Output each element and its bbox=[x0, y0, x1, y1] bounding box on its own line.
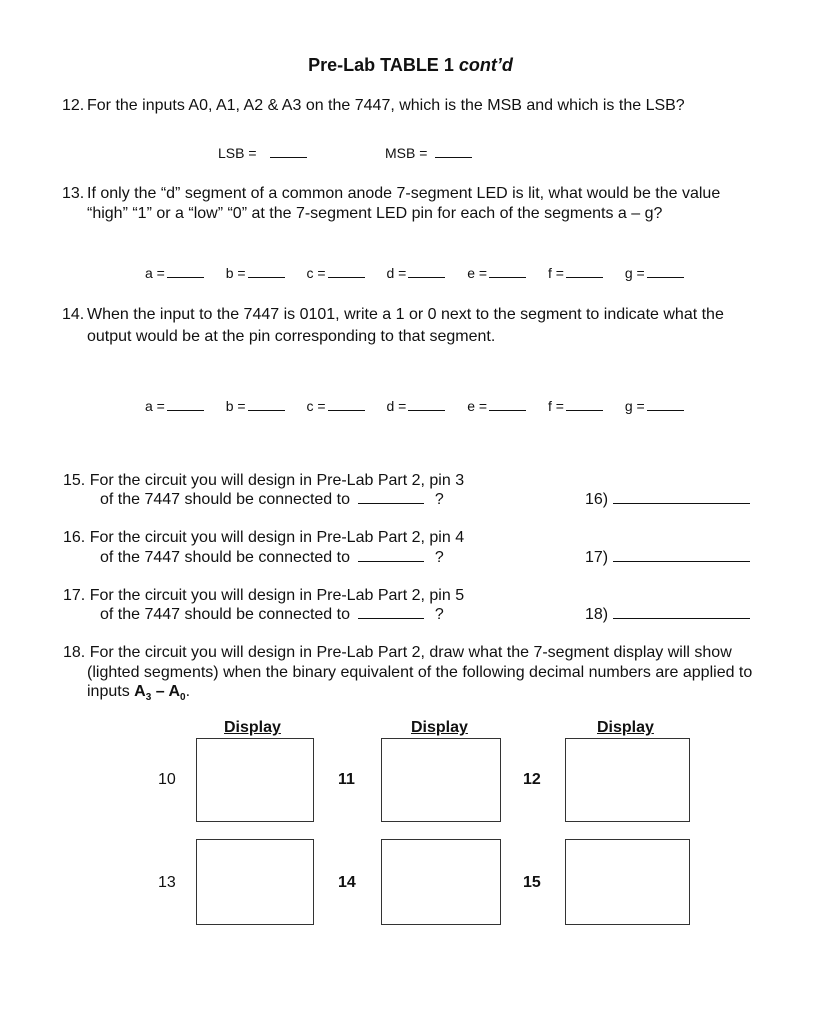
display-box-13[interactable] bbox=[196, 839, 314, 925]
q16-blank[interactable] bbox=[358, 547, 424, 562]
q14-number: 14. bbox=[62, 306, 85, 323]
q17-blank[interactable] bbox=[358, 604, 424, 619]
title-contd: cont’d bbox=[458, 55, 513, 75]
question-13-line2: “high” “1” or a “low” “0” at the 7-segment LED pin for each of the segments a – g? bbox=[87, 205, 663, 222]
question-15-line1: 15. For the circuit you will design in Pre-Lab Part 2, pin 3 bbox=[63, 472, 465, 489]
answer-16-label: 16) bbox=[585, 491, 609, 508]
q14-seg-g: g = bbox=[625, 398, 684, 414]
title-main: Pre-Lab TABLE 1 bbox=[308, 55, 454, 75]
q14-seg-e: e = bbox=[467, 398, 526, 414]
q14-seg-a-blank[interactable] bbox=[167, 396, 204, 411]
question-14-line2: output would be at the pin corresponding to that segment. bbox=[87, 328, 496, 345]
q13-seg-d-blank[interactable] bbox=[408, 263, 445, 278]
q15-blank[interactable] bbox=[358, 489, 424, 504]
display-box-10[interactable] bbox=[196, 738, 314, 822]
display-label-3: Display bbox=[597, 719, 654, 736]
answer-18-blank[interactable] bbox=[613, 604, 750, 619]
display-box-14[interactable] bbox=[381, 839, 501, 925]
display-box-11[interactable] bbox=[381, 738, 501, 822]
msb-label: MSB = bbox=[385, 145, 428, 161]
answer-17 bbox=[585, 547, 750, 567]
number-11: 11 bbox=[338, 771, 355, 788]
answer-16 bbox=[585, 489, 750, 509]
number-15: 15 bbox=[523, 874, 541, 891]
q14-seg-f-blank[interactable] bbox=[566, 396, 603, 411]
number-10: 10 bbox=[158, 771, 176, 788]
q13-seg-b-blank[interactable] bbox=[248, 263, 285, 278]
q13-seg-b: b = bbox=[226, 265, 285, 281]
question-18-line3: inputs $A_3 - A_0$. bbox=[87, 683, 191, 704]
lsb-label: LSB = bbox=[218, 145, 257, 161]
q14-seg-d-blank[interactable] bbox=[408, 396, 445, 411]
question-12-text: For the inputs A0, A1, A2 & A3 on the 7447, which is the MSB and which is the LSB? bbox=[87, 97, 685, 114]
lsb-blank[interactable] bbox=[270, 143, 307, 158]
display-label-1: Display bbox=[224, 719, 281, 736]
page-title bbox=[0, 55, 821, 76]
q13-segments bbox=[145, 263, 684, 281]
question-17-line1: 17. For the circuit you will design in Pre-Lab Part 2, pin 5 bbox=[63, 587, 465, 604]
q14-seg-g-blank[interactable] bbox=[647, 396, 684, 411]
question-13-line1: If only the “d” segment of a common anode 7-segment LED is lit, what would be the value bbox=[87, 185, 721, 202]
question-18-line1: 18. For the circuit you will design in Pre-Lab Part 2, draw what the 7-segment display will show bbox=[63, 644, 732, 661]
question-12 bbox=[62, 95, 84, 117]
lsb-answer bbox=[218, 143, 307, 161]
q14-seg-b: b = bbox=[226, 398, 285, 414]
q13-seg-e: e = bbox=[467, 265, 526, 281]
q13-seg-c-blank[interactable] bbox=[328, 263, 365, 278]
answer-16-blank[interactable] bbox=[613, 489, 750, 504]
question-14-line1: When the input to the 7447 is 0101, write a 1 or 0 next to the segment to indicate what the bbox=[87, 306, 724, 323]
q13-number: 13. bbox=[62, 185, 85, 202]
q14-seg-e-blank[interactable] bbox=[489, 396, 526, 411]
number-13: 13 bbox=[158, 874, 176, 891]
q14-seg-c-blank[interactable] bbox=[328, 396, 365, 411]
q13-seg-a-blank[interactable] bbox=[167, 263, 204, 278]
answer-18-label: 18) bbox=[585, 606, 609, 623]
q13-seg-e-blank[interactable] bbox=[489, 263, 526, 278]
q13-seg-a: a = bbox=[145, 265, 204, 281]
msb-answer bbox=[385, 143, 472, 161]
q13-seg-g-blank[interactable] bbox=[647, 263, 684, 278]
q13-seg-d: d = bbox=[386, 265, 445, 281]
question-16-line1: 16. For the circuit you will design in Pre-Lab Part 2, pin 4 bbox=[63, 529, 465, 546]
q14-segments bbox=[145, 396, 684, 414]
answer-17-label: 17) bbox=[585, 549, 609, 566]
display-box-12[interactable] bbox=[565, 738, 690, 822]
msb-blank[interactable] bbox=[435, 143, 472, 158]
q13-seg-f-blank[interactable] bbox=[566, 263, 603, 278]
q14-seg-a: a = bbox=[145, 398, 204, 414]
answer-18 bbox=[585, 604, 750, 624]
display-box-15[interactable] bbox=[565, 839, 690, 925]
q13-seg-c: c = bbox=[307, 265, 365, 281]
answer-17-blank[interactable] bbox=[613, 547, 750, 562]
question-17-line2: of the 7447 should be connected to ? bbox=[100, 606, 444, 623]
question-15-line2: of the 7447 should be connected to ? bbox=[100, 491, 444, 508]
display-label-2: Display bbox=[411, 719, 468, 736]
q14-seg-f: f = bbox=[548, 398, 603, 414]
q12-number: 12. bbox=[62, 97, 85, 114]
number-12: 12 bbox=[523, 771, 541, 788]
question-16-line2: of the 7447 should be connected to ? bbox=[100, 549, 444, 566]
q14-seg-b-blank[interactable] bbox=[248, 396, 285, 411]
q14-seg-c: c = bbox=[307, 398, 365, 414]
q13-seg-g: g = bbox=[625, 265, 684, 281]
q14-seg-d: d = bbox=[386, 398, 445, 414]
question-18-line2: (lighted segments) when the binary equivalent of the following decimal numbers are applied to bbox=[87, 664, 753, 681]
number-14: 14 bbox=[338, 874, 356, 891]
q13-seg-f: f = bbox=[548, 265, 603, 281]
